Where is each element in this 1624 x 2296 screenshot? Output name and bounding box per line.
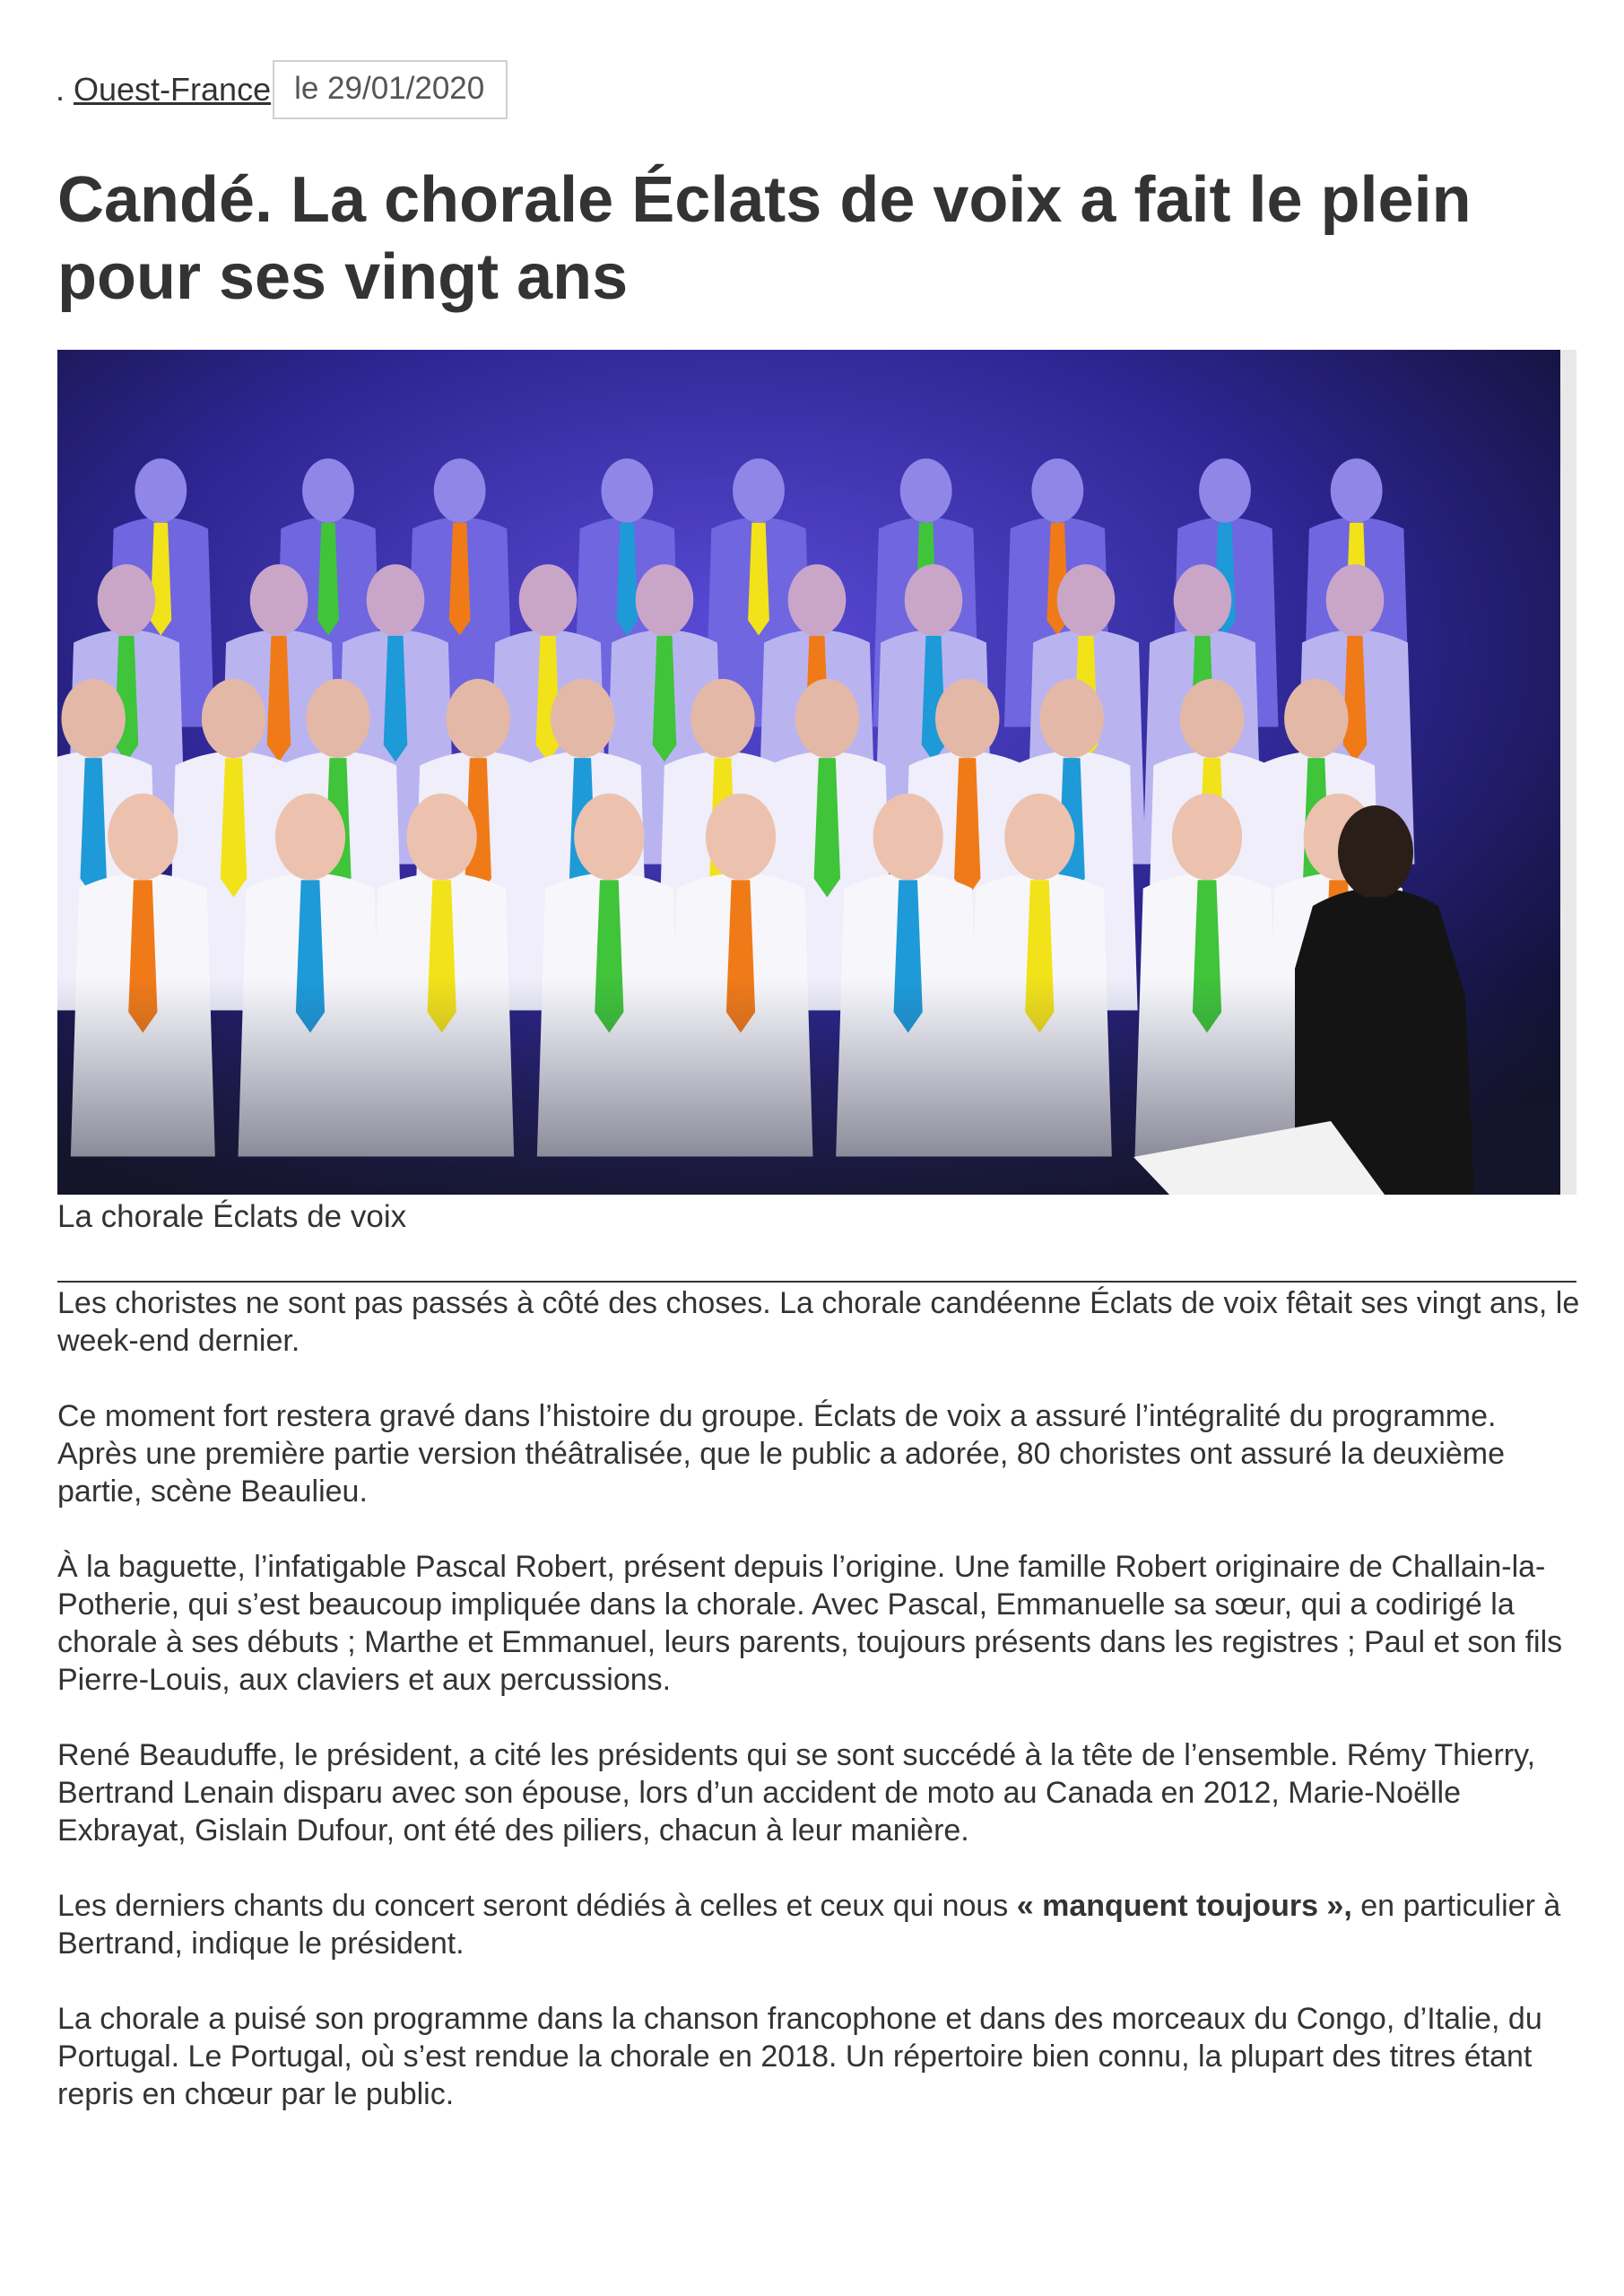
photo-border <box>1560 350 1576 1195</box>
photo-caption: La chorale Éclats de voix <box>57 1199 407 1234</box>
paragraph-5-start: Les derniers chants du concert seront dédiés à celles et ceux qui nous <box>57 1889 1017 1923</box>
caption-divider <box>57 1281 1576 1283</box>
article-header <box>56 59 508 120</box>
paragraph-5-end: en particulier à Bertrand, indique le président. <box>57 1889 1561 1961</box>
paragraph-4: René Beauduffe, le président, a cité les présidents qui se sont succédé à la tête de l’ensemble. Rémy Thierry, Bertrand Lenain disparu avec son épouse, lors d’un accident de moto au Canada en 2012, Marie-Noëlle Exbrayat, Gislain Dufour, ont été des piliers, chacun à leur manière. <box>57 1738 1536 1848</box>
paragraph-5 <box>57 1887 1582 1962</box>
paragraph-3: À la baguette, l’infatigable Pascal Robert, présent depuis l’origine. Une famille Robert originaire de Challain-la-Potherie, qui s’est beaucoup impliquée dans la chorale. Avec Pascal, Emmanuelle sa sœur, qui a codirigé la chorale à ses débuts ; Marthe et Emmanuel, leurs parents, toujours présents dans les registres ; Paul et son fils Pierre-Louis, aux claviers et aux percussions. <box>57 1550 1563 1697</box>
publication-date: le 29/01/2020 <box>273 60 508 119</box>
paragraph-2: Ce moment fort restera gravé dans l’histoire du groupe. Éclats de voix a assuré l’intégralité du programme. Après une première partie version théâtralisée, que le public a adorée, 80 choristes ont assuré la deuxième partie, scène Beaulieu. <box>57 1399 1506 1509</box>
article-title: Candé. La chorale Éclats de voix a fait le plein pour ses vingt ans <box>57 164 1472 313</box>
header-prefix: . <box>56 71 65 108</box>
paragraph-6: La chorale a puisé son programme dans la chanson francophone et dans des morceaux du Congo, d’Italie, du Portugal. Le Portugal, où s’est rendue la chorale en 2018. Un répertoire bien connu, la plupart des titres étant repris en chœur par le public. <box>57 2002 1542 2111</box>
article-photo <box>57 350 1560 1195</box>
source-link[interactable]: Ouest-France <box>74 71 272 108</box>
choir-photo-illustration <box>57 350 1560 1195</box>
paragraph-5-quote: « manquent toujours », <box>1016 1889 1352 1923</box>
article-body <box>57 1284 1582 2151</box>
paragraph-1: Les choristes ne sont pas passés à côté des choses. La chorale candéenne Éclats de voix fêtait ses vingt ans, le week-end dernier. <box>57 1286 1580 1358</box>
